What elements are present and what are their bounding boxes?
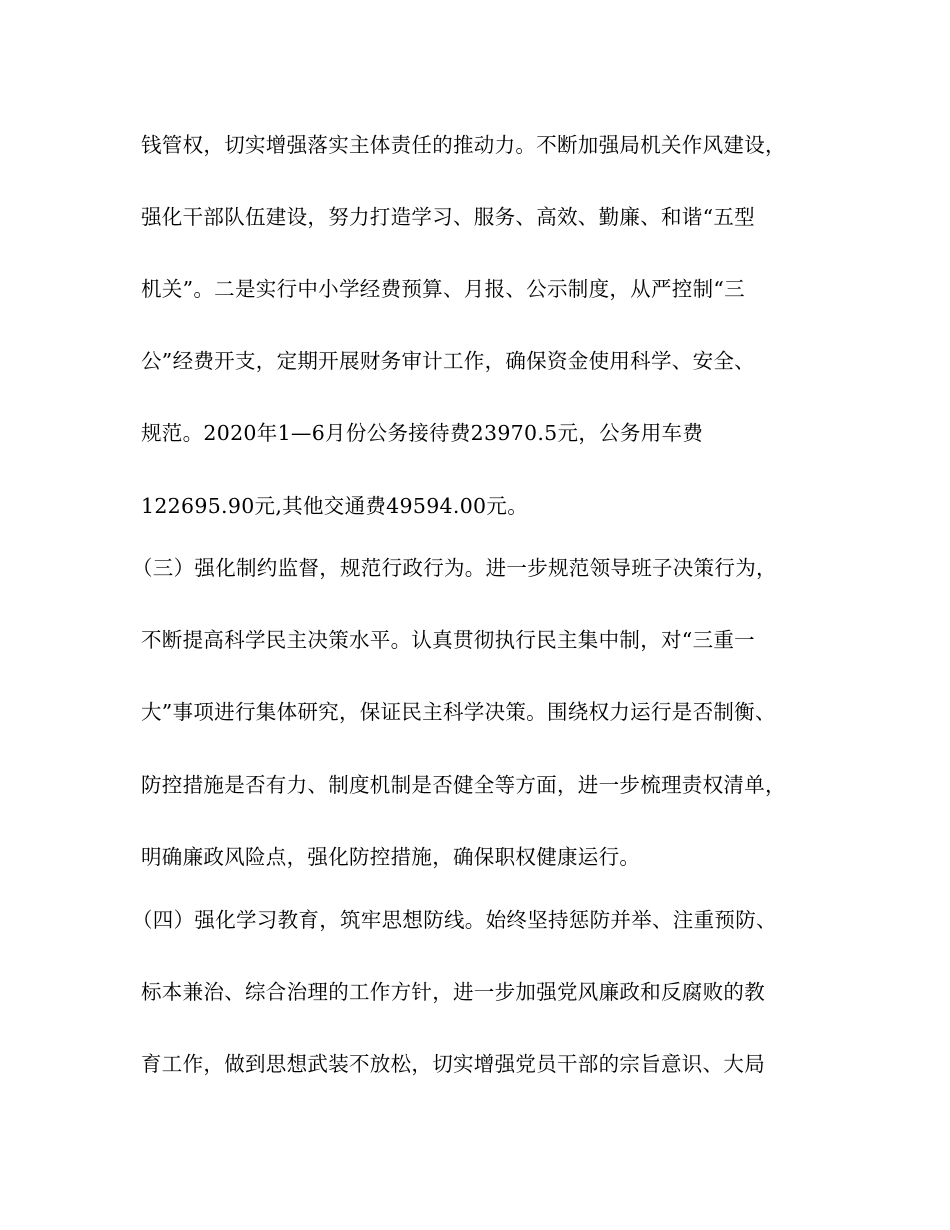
text-line: 强化干部队伍建设，努力打造学习、服务、高效、勤廉、和谐“五型 xyxy=(141,205,755,229)
section-heading-line: （三）强化制约监督，规范行政行为。进一步规范领导班子决策行为， xyxy=(132,556,777,580)
text-line: 公”经费开支，定期开展财务审计工作，确保资金使用科学、安全、 xyxy=(141,349,755,373)
text-line: 明确廉政风险点，强化防控措施，确保职权健康运行。 xyxy=(141,845,641,869)
text-line: 防控措施是否有力、制度机制是否健全等方面，进一步梳理责权清单， xyxy=(141,773,786,797)
text-line: 标本兼治、综合治理的工作方针，进一步加强党风廉政和反腐败的教 xyxy=(141,980,765,1004)
text-line: 机关”。二是实行中小学经费预算、月报、公示制度，从严控制“三 xyxy=(141,277,745,301)
section-heading-line: （四）强化学习教育，筑牢思想防线。始终坚持惩防并举、注重预防、 xyxy=(132,908,777,932)
text-line: 钱管权，切实增强落实主体责任的推动力。不断加强局机关作风建设， xyxy=(141,133,786,157)
text-line: 大”事项进行集体研究，保证民主科学决策。围绕权力运行是否制衡、 xyxy=(141,700,776,724)
text-line: 122695.90元,其他交通费49594.00元。 xyxy=(141,494,528,518)
text-line: 育工作，做到思想武装不放松，切实增强党员干部的宗旨意识、大局 xyxy=(141,1052,765,1076)
text-line: 规范。2020年1—6月份公务接待费23970.5元，公务用车费 xyxy=(141,421,704,445)
text-line: 不断提高科学民主决策水平。认真贯彻执行民主集中制，对“三重一 xyxy=(141,628,755,652)
